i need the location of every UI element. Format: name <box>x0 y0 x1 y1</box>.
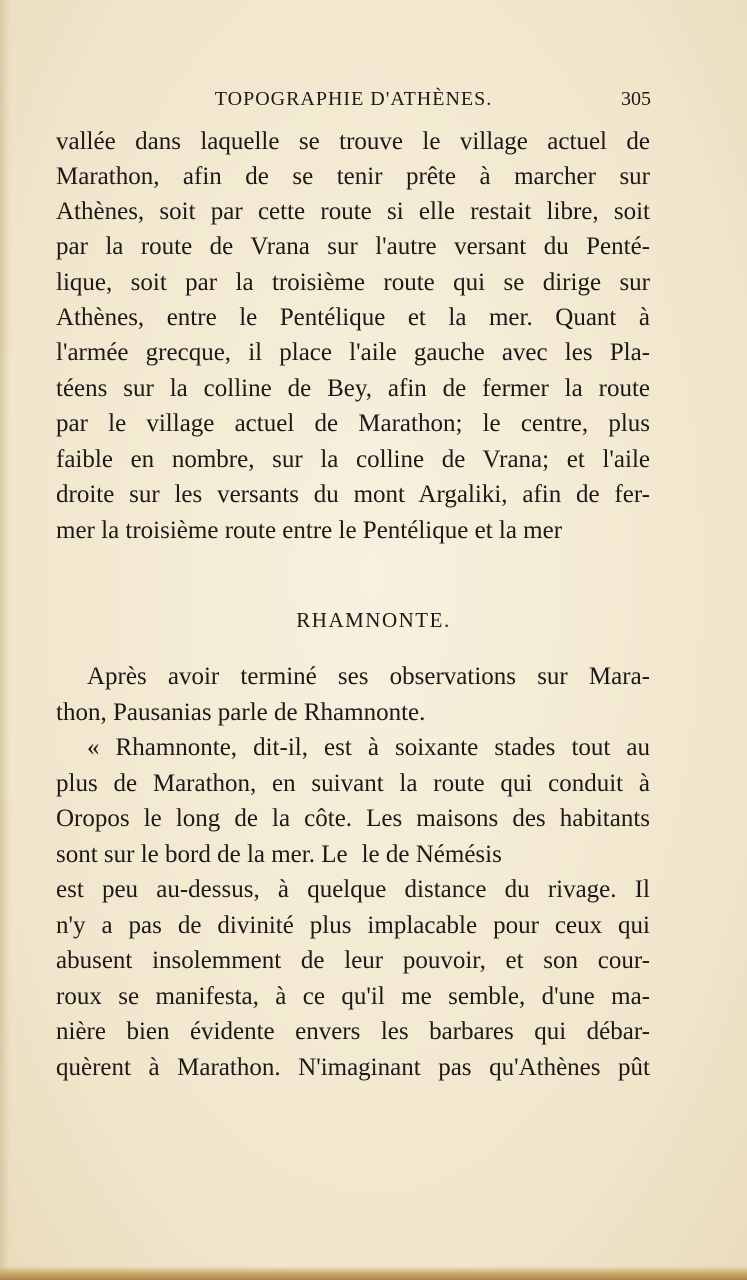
text-line: lique, soit par la troisième route qui se dirige sur <box>56 269 650 296</box>
text-line: l'armée grecque, il place l'aile gauche avec les Pla- <box>56 339 650 366</box>
text-line: « Rhamnonte, dit-il, est à soixante stades tout au <box>87 734 650 761</box>
page-left-shadow <box>0 0 10 1280</box>
text-line: par la route de Vrana sur l'autre versant du Penté- <box>56 233 650 260</box>
text-fragment: le de Némésis <box>361 841 502 868</box>
text-line: Marathon, afin de se tenir prête à marcher sur <box>56 163 650 190</box>
text-line: abusent insolemment de leur pouvoir, et son cour- <box>56 947 650 974</box>
text-line: n'y a pas de divinité plus implacable pour ceux qui <box>56 912 650 939</box>
page-number: 305 <box>621 88 651 110</box>
running-head-title: TOPOGRAPHIE D'ATHÈNES. <box>214 88 493 110</box>
text-line-last: mer la troisième route entre le Pentélique et la mer <box>56 517 563 544</box>
text-fragment: sont sur le bord de la mer. Le <box>56 841 348 868</box>
text-line: nière bien évidente envers les barbares qui débar- <box>56 1018 650 1045</box>
text-line: Après avoir terminé ses observations sur Mara- <box>87 663 650 690</box>
text-line: plus de Marathon, en suivant la route qui conduit à <box>56 770 650 797</box>
text-line: Athènes, soit par cette route si elle restait libre, soit <box>56 198 650 225</box>
running-head <box>56 88 651 118</box>
text-line-damaged <box>56 837 650 873</box>
page-bottom-edge <box>0 1266 747 1280</box>
text-line: roux se manifesta, à ce qu'il me semble, d'une ma- <box>56 983 650 1010</box>
text-line: vallée dans laquelle se trouve le village actuel de <box>56 128 650 155</box>
text-line: faible en nombre, sur la colline de Vrana; et l'aile <box>56 446 650 473</box>
text-line: droite sur les versants du mont Argaliki, afin de fer- <box>56 481 650 508</box>
text-line-last: thon, Pausanias parle de Rhamnonte. <box>56 699 426 726</box>
text-line: quèrent à Marathon. N'imaginant pas qu'Athènes pût <box>56 1054 650 1081</box>
section-heading: RHAMNONTE. <box>296 608 451 632</box>
text-line: Oropos le long de la côte. Les maisons des habitants <box>56 805 650 832</box>
text-line: par le village actuel de Marathon; le centre, plus <box>56 410 650 437</box>
text-line: est peu au-dessus, à quelque distance du rivage. Il <box>56 876 650 903</box>
text-line: Athènes, entre le Pentélique et la mer. Quant à <box>56 304 650 331</box>
text-line: téens sur la colline de Bey, afin de fermer la route <box>56 375 650 402</box>
